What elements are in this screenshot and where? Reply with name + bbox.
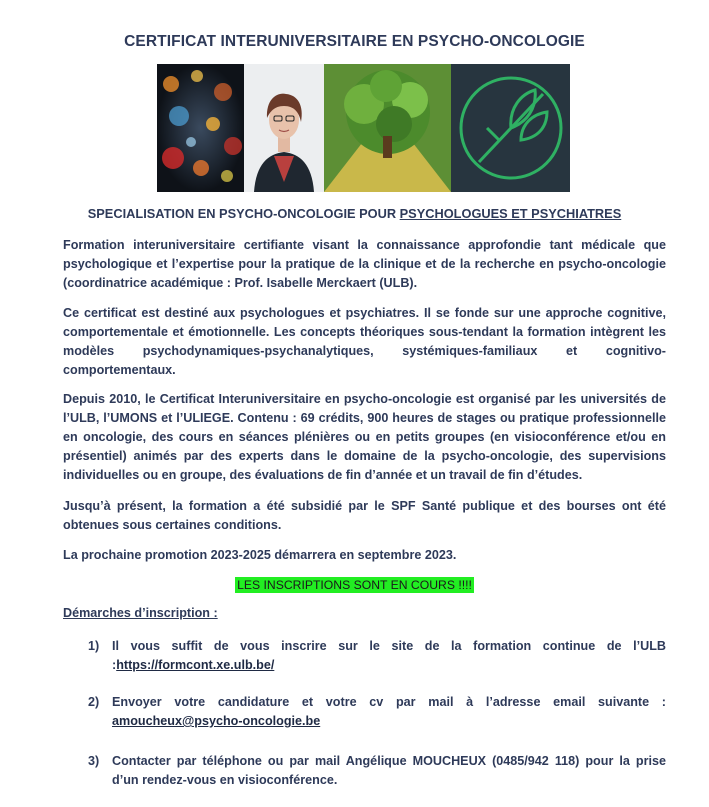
leaf-logo-image	[451, 64, 570, 192]
paragraph-history: Depuis 2010, le Certificat Interuniversitaire en psycho-oncologie est organisé par les universités de l’ULB, l’UMONS et l’ULIEGE. Contenu : 69 crédits, 900 heures de stages ou pratique professionnelle en oncologie, des cours en séances plénières ou en petits groupes (en visioconférence et/ou en présentiel) animés par des experts dans le domaine de la psycho-oncologie, des supervisions individuelles ou en groupe, des évaluations de fin d’année et un travail de fin d’études.	[63, 392, 666, 482]
registration-open-banner	[0, 576, 709, 594]
page-title: CERTIFICAT INTERUNIVERSITAIRE EN PSYCHO-ONCOLOGIE	[124, 33, 585, 50]
header-image-banner	[157, 64, 570, 192]
bokeh-lights-image	[157, 64, 244, 192]
subtitle-emphasis: PSYCHOLOGUES ET PSYCHIATRES	[399, 206, 622, 221]
registration-step-1	[88, 637, 666, 677]
paragraph-intro: Formation interuniversitaire certifiante visant la connaissance approfondie tant médicale que psychologique et l’expertise pour la pratique de la clinique et de la recherche en psycho-oncologie (coordinatrice académique : Prof. Isabelle Merckaert (ULB).	[63, 238, 666, 290]
step-prefix: :	[112, 658, 117, 672]
step-text: Il vous suffit de vous inscrire sur le site de la formation continue de l’ULB	[112, 639, 666, 653]
step-number: 3)	[88, 754, 100, 768]
registration-steps-heading: Démarches d’inscription :	[63, 606, 218, 620]
step-number: 2)	[88, 695, 100, 709]
step-text: Envoyer votre candidature et votre cv par mail à l’adresse email suivante :	[112, 695, 666, 709]
email-link[interactable]: amoucheux@psycho-oncologie.be	[112, 714, 321, 728]
step-text: Contacter par téléphone ou par mail Angélique MOUCHEUX (0485/942 118) pour la prise	[112, 754, 666, 768]
step-number: 1)	[88, 639, 100, 653]
subtitle	[0, 206, 709, 221]
registration-step-2	[88, 693, 666, 733]
formcont-link[interactable]: https://formcont.xe.ulb.be/	[116, 658, 275, 672]
step-text-continued: d’un rendez-vous en visioconférence.	[112, 773, 338, 787]
paragraph-funding: Jusqu’à présent, la formation a été subsidié par le SPF Santé publique et des bourses ont été obtenues sous certaines conditions.	[63, 499, 666, 532]
paragraph-next-promotion: La prochaine promotion 2023-2025 démarrera en septembre 2023.	[63, 548, 457, 562]
tree-painting-image	[324, 64, 451, 192]
portrait-photo	[244, 64, 324, 192]
paragraph-target-audience: Ce certificat est destiné aux psychologues et psychiatres. Il se fonde sur une approche cognitive, comportementale et émotionnelle. Les concepts théoriques sous-tendant la formation intègrent les modèles psychodynamiques-psychanalytiques, systémiques-familiaux et cognitivo-comportementaux.	[63, 306, 666, 377]
registration-open-text: LES INSCRIPTIONS SONT EN COURS !!!!	[237, 578, 472, 592]
subtitle-prefix: SPECIALISATION EN PSYCHO-ONCOLOGIE POUR	[87, 206, 400, 221]
registration-step-3	[88, 752, 666, 792]
